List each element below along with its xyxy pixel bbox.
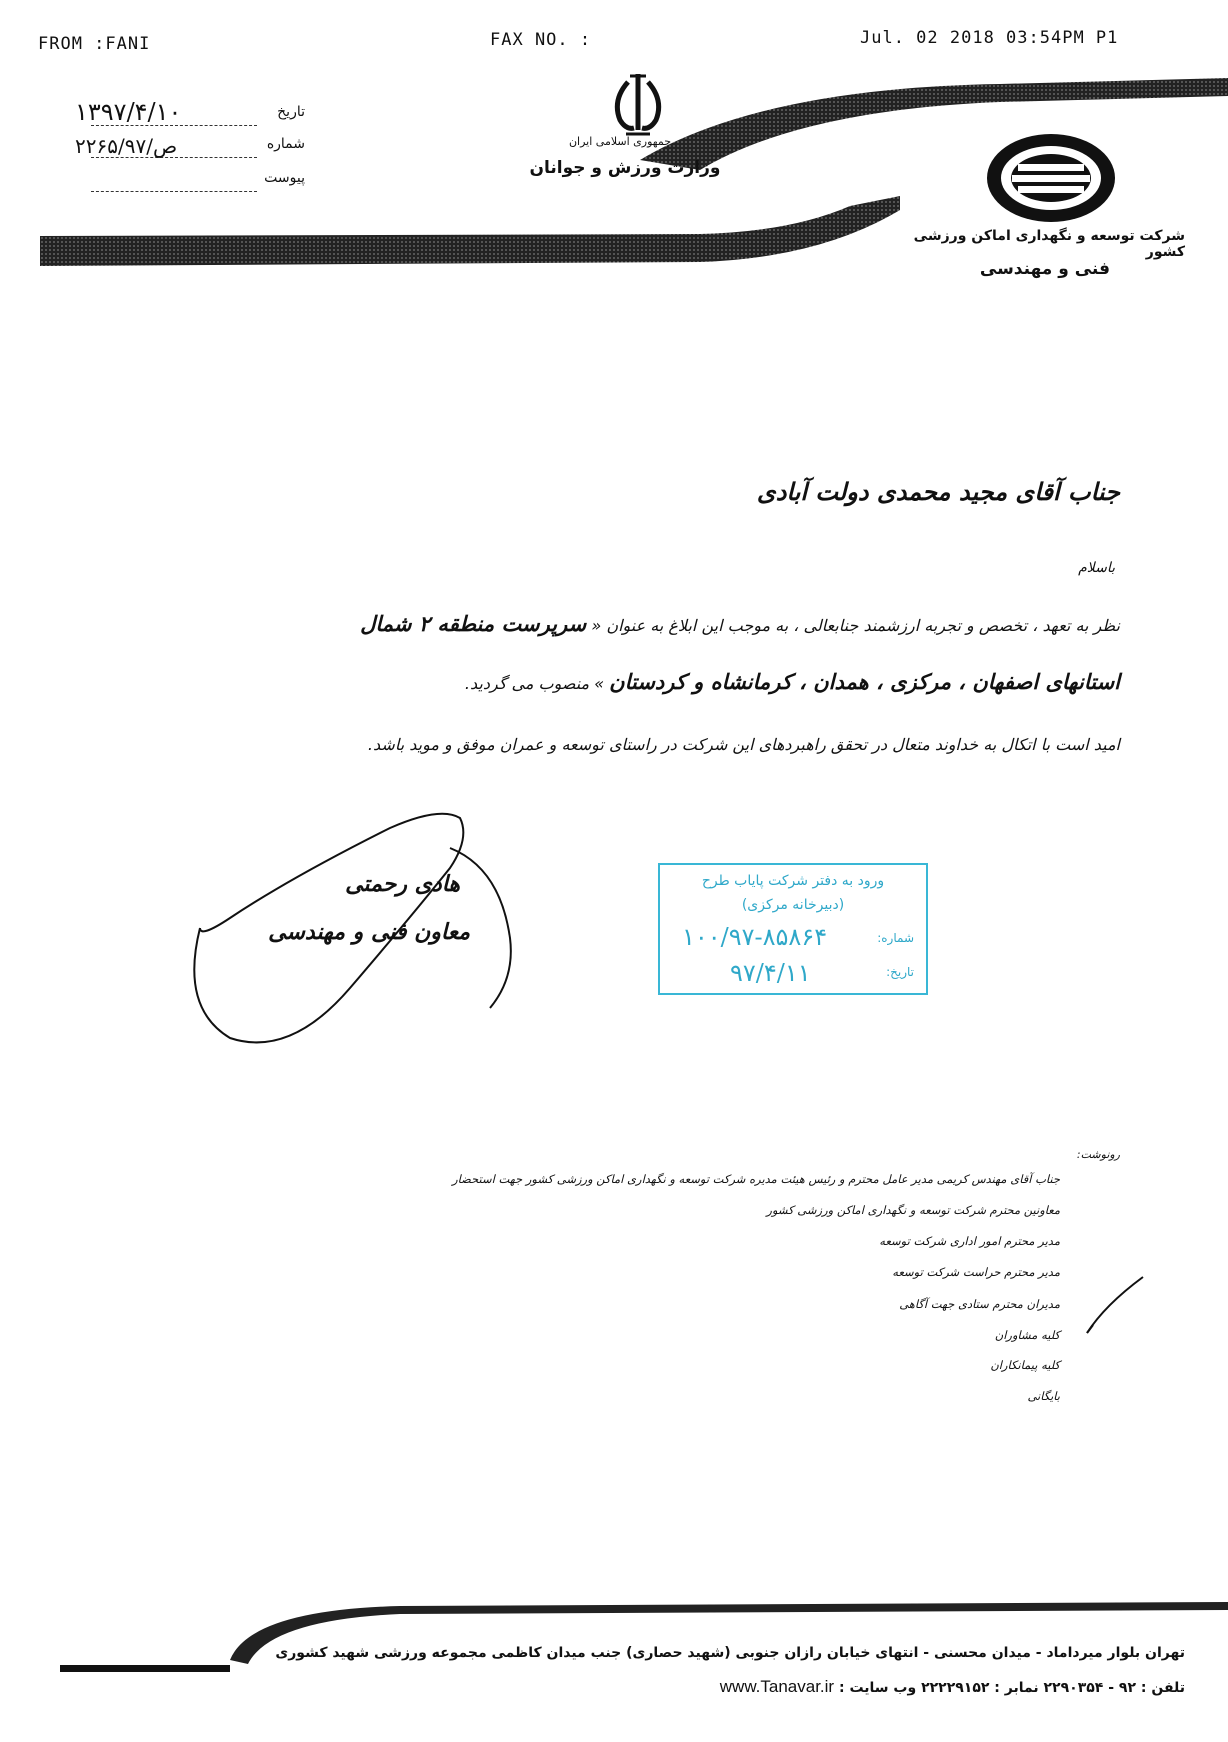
ministry-name: وزارت ورزش و جوانان — [529, 158, 721, 178]
company-logo-icon — [982, 130, 1120, 226]
stamp-date-label: تاریخ: — [886, 965, 914, 979]
cc-item: کلیه مشاوران — [994, 1328, 1060, 1342]
paragraph-1 — [130, 612, 1120, 637]
check-mark-icon — [1085, 1275, 1145, 1340]
date-value: ۱۳۹۷/۴/۱۰ — [75, 98, 182, 126]
date-label: تاریخ — [277, 104, 305, 120]
number-label: شماره — [266, 136, 305, 152]
company-name: شرکت توسعه و نگهداری اماکن ورزشی کشور — [913, 228, 1185, 260]
cc-item: معاونین محترم شرکت توسعه و نگهداری اماکن ورزشی کشور — [766, 1203, 1060, 1217]
stamp-number-value: ۱۰۰/۹۷-۸۵۸۶۴ — [682, 923, 828, 951]
attachment-label: پیوست — [264, 170, 305, 186]
cc-item: مدیر محترم حراست شرکت توسعه — [892, 1265, 1060, 1279]
paragraph-1-text: نظر به تعهد ، تخصص و تجربه ارزشمند جنابعالی ، به موجب این ابلاغ به عنوان « — [586, 616, 1120, 635]
cc-item: مدیر محترم امور اداری شرکت توسعه — [879, 1234, 1060, 1248]
paragraph-1-bold: سرپرست منطقه ۲ شمال — [360, 612, 587, 636]
recipient: جناب آقای مجید محمدی دولت آبادی — [756, 478, 1120, 506]
iran-emblem-icon — [606, 70, 670, 140]
government-name: جمهوری اسلامی ایران — [568, 135, 672, 148]
footer-bar — [60, 1665, 230, 1672]
stamp-office: (دبیرخانه مرکزی) — [741, 897, 845, 913]
date-field — [55, 100, 305, 130]
cc-item: بایگانی — [1027, 1389, 1060, 1403]
stamp-number-label: شماره: — [877, 931, 914, 945]
fax-number: FAX NO. : — [490, 30, 592, 50]
department-name: فنی و مهندسی — [979, 259, 1110, 279]
footer-address: تهران بلوار میرداماد - میدان محسنی - انتهای خیابان رازان جنوبی (شهید حصاری) جنب میدان کاظمی مجموعه ورزشی شهید کشوری — [275, 1645, 1185, 1661]
footer-contact — [440, 1677, 1185, 1697]
paragraph-2 — [130, 670, 1120, 695]
attachment-field — [55, 166, 305, 196]
stamp-company: ورود به دفتر شرکت پایاب طرح — [701, 873, 885, 889]
stamp-date-value: ۹۷/۴/۱۱ — [730, 959, 811, 987]
cc-title: رونوشت: — [1076, 1148, 1120, 1161]
signatory-title: معاون فنی و مهندسی — [268, 920, 470, 945]
paragraph-2-text: » منصوب می گردید. — [464, 674, 610, 693]
footer-website-link[interactable]: www.Tanavar.ir — [719, 1677, 835, 1696]
fax-from: FROM :FANI — [38, 34, 151, 54]
signatory-name: هادی رحمتی — [345, 872, 460, 897]
paragraph-2-bold: استانهای اصفهان ، مرکزی ، همدان ، کرمانشاه و کردستان — [609, 670, 1120, 694]
cc-item: کلیه پیمانکاران — [990, 1358, 1060, 1372]
footer-phone: تلفن : ۹۲ - ۲۲۹۰۳۵۴ نمابر : ۲۲۲۲۹۱۵۲ وب سایت : — [834, 1680, 1185, 1696]
cc-item: مدیران محترم ستادی جهت آگاهی — [899, 1297, 1060, 1311]
cc-item: جناب آقای مهندس کریمی مدیر عامل محترم و رئیس هیئت مدیره شرکت توسعه و نگهداری اماکن ورزشی کشور جهت استحضار — [452, 1172, 1060, 1186]
attachment-underline — [91, 191, 257, 192]
salutation: باسلام — [1078, 560, 1115, 576]
fax-datetime: Jul. 02 2018 03:54PM P1 — [860, 28, 1119, 48]
paragraph-3: امید است با اتکال به خداوند متعال در تحقق راهبردهای این شرکت در راستای توسعه و عمران موفق و موید باشد. — [367, 735, 1120, 754]
number-field — [55, 132, 305, 162]
number-value: ۲۲۶۵/۹۷/ص — [75, 134, 178, 158]
registration-stamp — [658, 863, 928, 995]
